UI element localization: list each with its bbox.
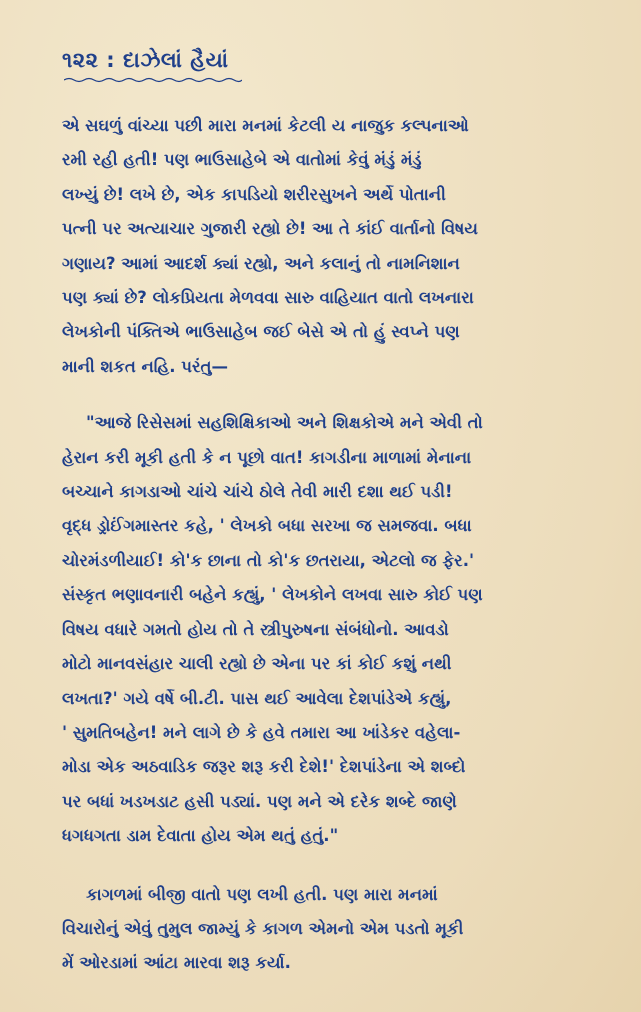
text-line: ' સુમતિબહેન! મને લાગે છે કે હવે તમારા આ ખાંડેકર વહેલા-: [62, 722, 461, 742]
text-line: રમી રહી હતી! પણ ભાઉસાહેબે એ વાતોમાં કેવું મંડું મંડું: [62, 150, 422, 170]
text-line: લેખકોની પંક્તિએ ભાઉસાહેબ જઈ બેસે એ તો હું સ્વપ્ને પણ: [62, 322, 460, 342]
text-line: ચોરમંડળીયાઈ! કો'ક છાના તો કો'ક છતરાયા, એટલો જ ફેર.': [62, 550, 475, 570]
text-line: એ સઘળું વાંચ્યા પછી મારા મનમાં કેટલી ય નાજુક કલ્પનાઓ: [62, 116, 469, 135]
header-underline: [64, 77, 242, 83]
text-line: "આજે રિસેસમાં સહશિક્ષિકાઓ અને શિક્ષકોએ મને એવી તો: [86, 413, 483, 433]
text-line: પણ ક્યાં છે? લોકપ્રિયતા મેળવવા સારુ વાહિયાત વાતો લખનારા: [62, 288, 474, 308]
page-number: ૧૨૨: [62, 48, 99, 72]
text-line: ગણાય? આમાં આદર્શ ક્યાં રહ્યો, અને કલાનું તો નામનિશાન: [62, 253, 460, 273]
text-line: માની શકત નહિ. પરંતુ—: [62, 356, 228, 376]
paragraph-2: [62, 406, 593, 853]
text-line: કાગળમાં બીજી વાતો પણ લખી હતી. પણ મારા મનમાં: [86, 884, 438, 904]
text-line: બચ્ચાને કાગડાઓ ચાંચે ચાંચે ઠોલે તેવી મારી દશા થઈ પડી!: [62, 482, 453, 502]
text-line: વિચારોનું એવું તુમુલ જામ્યું કે કાગળ એમનો એમ પડતો મૂકી: [62, 918, 464, 938]
text-line: ધગધગતા ડામ દેવાતા હોય એમ થતું હતું.": [62, 826, 339, 846]
text-line: મેં ઓરડામાં આંટા મારવા શરૂ કર્યા.: [62, 953, 291, 973]
text-line: પત્ની પર અત્યાચાર ગુજારી રહ્યો છે! આ તે કાંઈ વાર્તાનો વિષય: [62, 219, 478, 239]
paragraph-1: [62, 109, 593, 384]
paragraph-3: [62, 878, 593, 981]
chapter-title: દાઝેલાં હૈયાં: [122, 48, 229, 72]
text-line: હેરાન કરી મૂકી હતી કે ન પૂછો વાત! કાગડીના માળામાં મેનાના: [62, 447, 472, 467]
text-line: વિષય વધારે ગમતો હોય તો તે સ્ત્રીપુરુષના સંબંધોનો. આવડો: [62, 619, 449, 639]
text-line: મોટો માનવસંહાર ચાલી રહ્યો છે એના પર કાં કોઈ કશું નથી: [62, 654, 452, 674]
text-line: લખતા?' ગયે વર્ષે બી.ટી. પાસ થઈ આવેલા દેશપાંડેએ કહ્યું,: [62, 688, 452, 708]
text-line: પર બધાં ખડખડાટ હસી પડ્યાં. પણ મને એ દરેક શબ્દે જાણે: [62, 791, 457, 811]
text-line: સંસ્કૃત ભણાવનારી બહેને કહ્યું, ' લેખકોને લખવા સારુ કોઈ પણ: [62, 585, 483, 605]
text-line: લખ્યું છે! લખે છે, એક કાપડિયો શરીરસુખને અર્થે પોતાની: [62, 184, 446, 204]
running-header: [62, 48, 229, 73]
text-line: વૃદ્ધ ડ્રોઈંગમાસ્તર કહે, ' લેખકો બધા સરખા જ સમજવા. બધા: [62, 516, 472, 536]
text-line: મોડા એક અઠવાડિક જરૂર શરૂ કરી દેશે!' દેશપાંડેના એ શબ્દો: [62, 757, 466, 777]
header-separator: :: [98, 48, 123, 72]
